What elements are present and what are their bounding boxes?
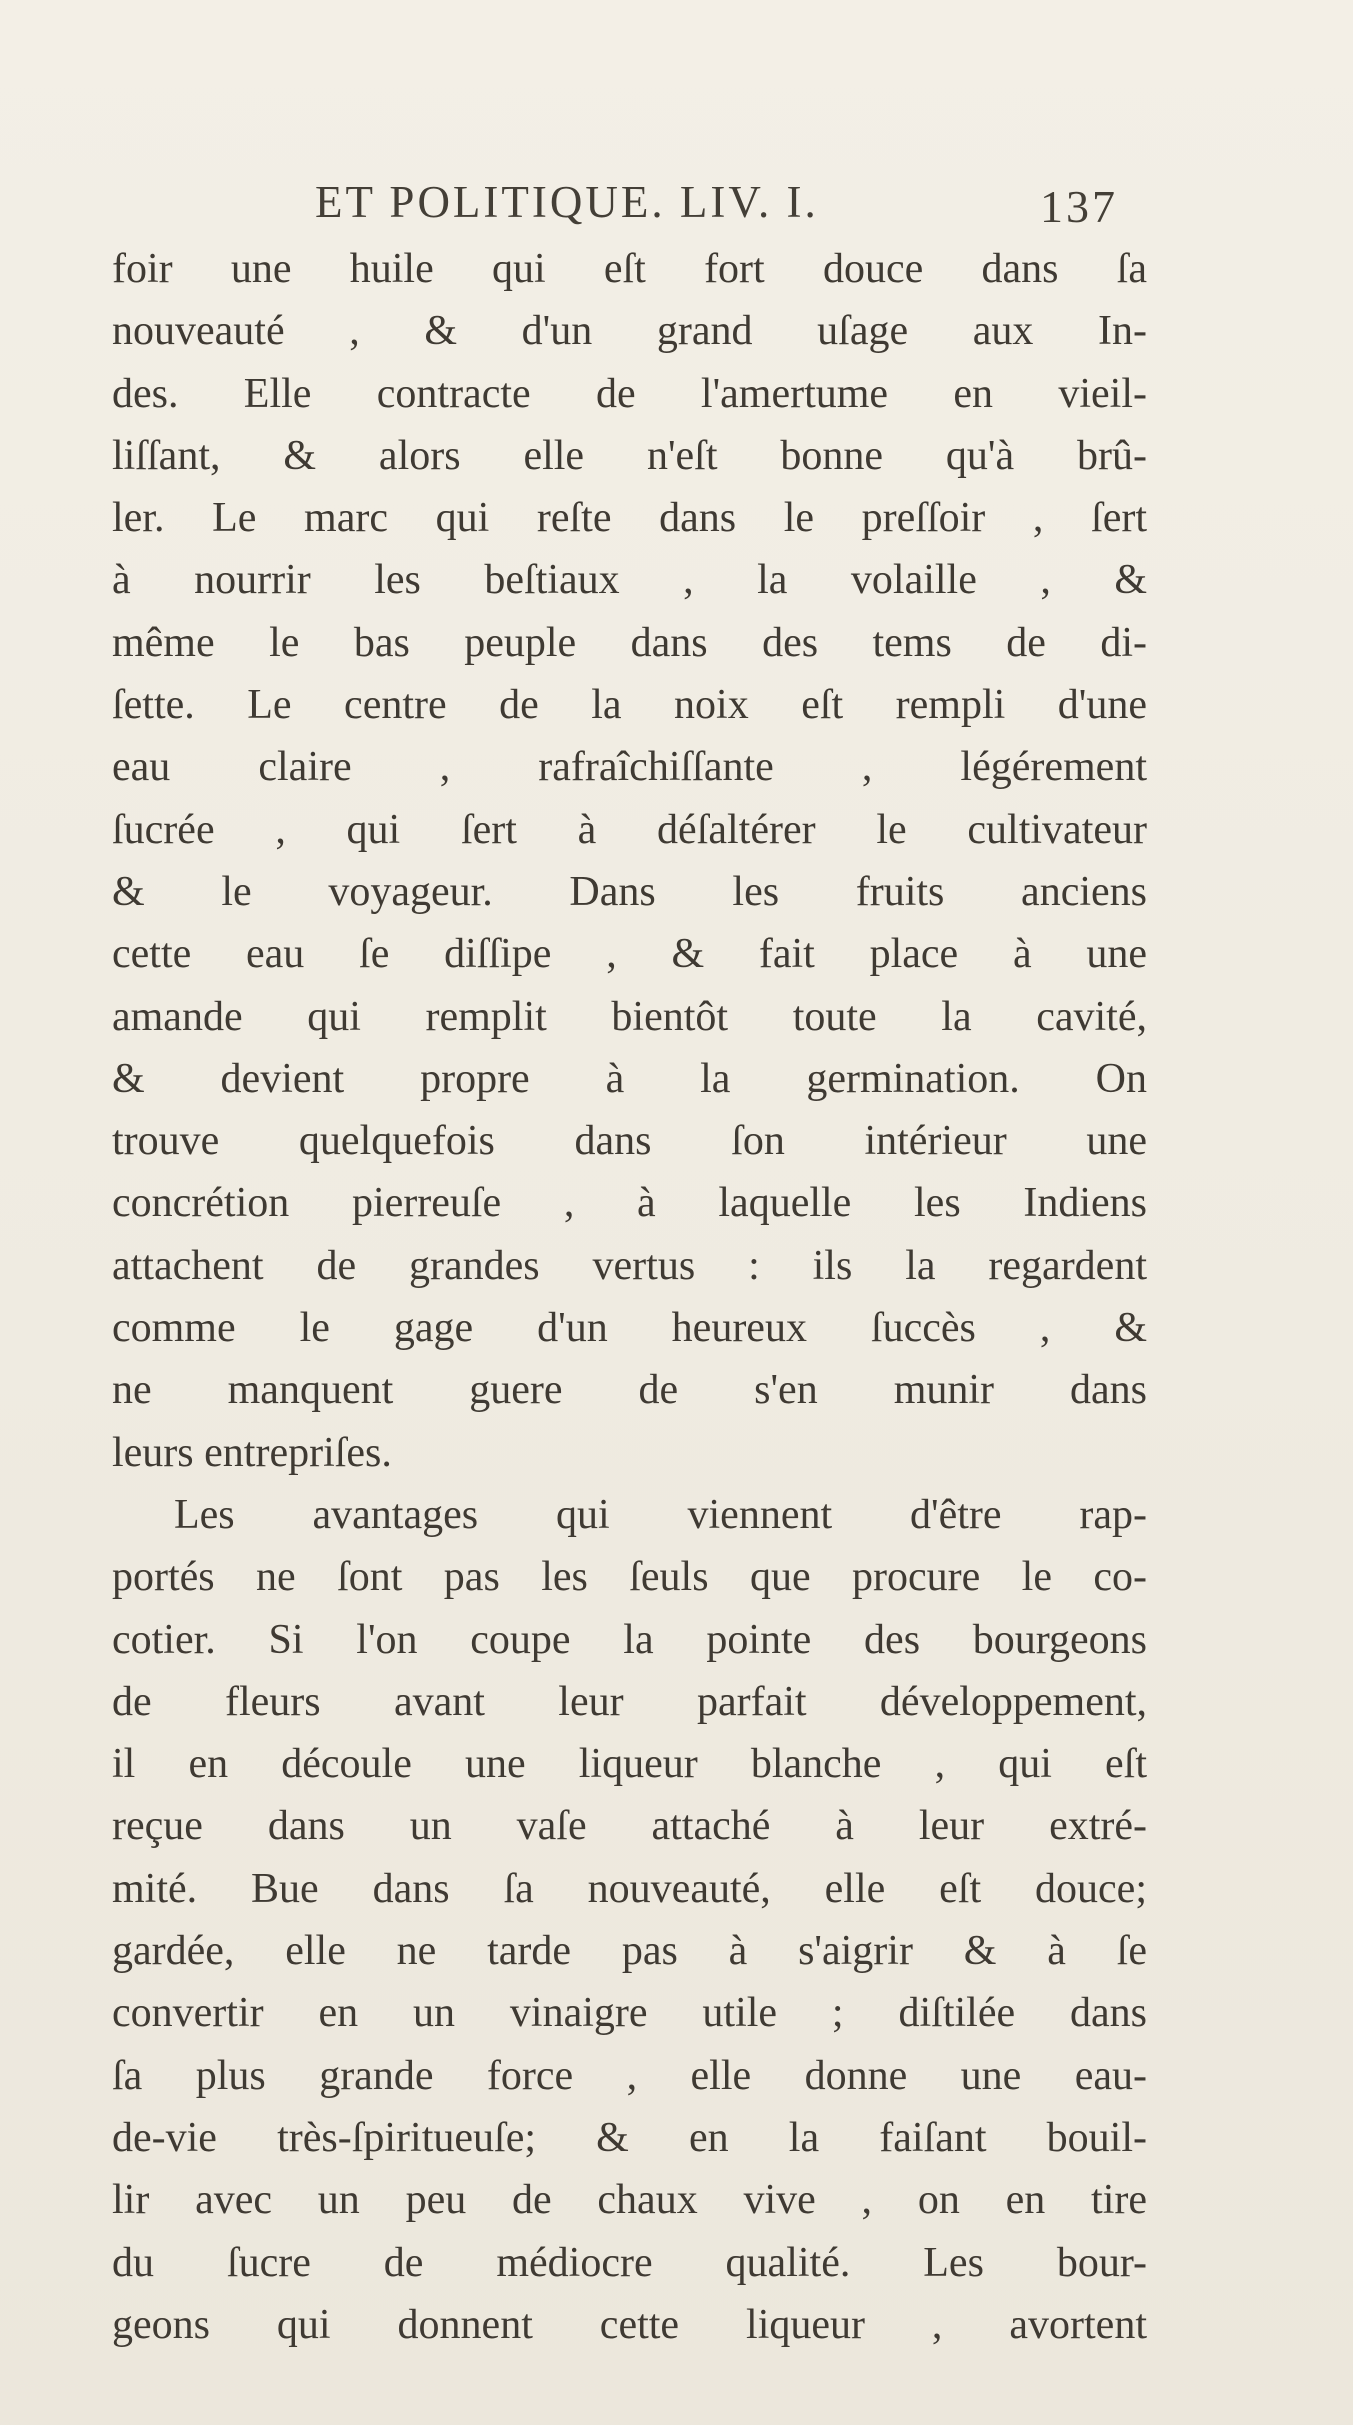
text-line: & devient propre à la germination. On bbox=[112, 1055, 1147, 1102]
text-line: convertir en un vinaigre utile ; diſtilée dans bbox=[112, 1990, 1147, 2037]
text-line: il en découle une liqueur blanche , qui eſt bbox=[112, 1741, 1147, 1788]
text-line: liſſant, & alors elle n'eſt bonne qu'à brû- bbox=[112, 432, 1147, 479]
text-line: lir avec un peu de chaux vive , on en tire bbox=[112, 2177, 1147, 2224]
text-line: gardée, elle ne tarde pas à s'aigrir & à ſe bbox=[112, 1928, 1147, 1975]
text-line: à nourrir les beſtiaux , la volaille , & bbox=[112, 557, 1147, 604]
body-text bbox=[112, 238, 1147, 2356]
text-line: reçue dans un vaſe attaché à leur extré- bbox=[112, 1803, 1147, 1850]
text-line: cotier. Si l'on coupe la pointe des bourgeons bbox=[112, 1616, 1147, 1663]
text-line: ne manquent guere de s'en munir dans bbox=[112, 1367, 1147, 1414]
text-line: geons qui donnent cette liqueur , avortent bbox=[112, 2301, 1147, 2348]
text-line: & le voyageur. Dans les fruits anciens bbox=[112, 868, 1147, 915]
text-line: nouveauté , & d'un grand uſage aux In- bbox=[112, 308, 1147, 355]
text-line: ſucrée , qui ſert à déſaltérer le cultivateur bbox=[112, 806, 1147, 853]
text-line: de-vie très-ſpiritueuſe; & en la faiſant bouil- bbox=[112, 2114, 1147, 2161]
text-line: cette eau ſe diſſipe , & fait place à une bbox=[112, 931, 1147, 978]
text-line: ſa plus grande force , elle donne une eau- bbox=[112, 2052, 1147, 2099]
text-line: eau claire , rafraîchiſſante , légérement bbox=[112, 744, 1147, 791]
running-head bbox=[300, 176, 1140, 240]
running-title: ET POLITIQUE. LIV. I. bbox=[315, 177, 819, 227]
text-line: mité. Bue dans ſa nouveauté, elle eſt douce; bbox=[112, 1865, 1147, 1912]
text-line: des. Elle contracte de l'amertume en vieil- bbox=[112, 370, 1147, 417]
text-line: même le bas peuple dans des tems de di- bbox=[112, 619, 1147, 666]
text-line: foir une huile qui eſt fort douce dans ſa bbox=[112, 246, 1147, 292]
text-line: ler. Le marc qui reſte dans le preſſoir , ſert bbox=[112, 495, 1147, 542]
text-line-paragraph-start: Les avantages qui viennent d'être rap- bbox=[174, 1491, 1147, 1538]
text-line: ſette. Le centre de la noix eſt rempli d'une bbox=[112, 682, 1147, 729]
text-line: portés ne ſont pas les ſeuls que procure le co- bbox=[112, 1554, 1147, 1601]
text-line: de fleurs avant leur parfait développement, bbox=[112, 1678, 1147, 1725]
text-line: trouve quelquefois dans ſon intérieur une bbox=[112, 1118, 1147, 1165]
text-line: du ſucre de médiocre qualité. Les bour- bbox=[112, 2239, 1147, 2286]
text-line: amande qui remplit bientôt toute la cavité, bbox=[112, 993, 1147, 1040]
text-line: comme le gage d'un heureux ſuccès , & bbox=[112, 1305, 1147, 1352]
text-line: concrétion pierreuſe , à laquelle les Indiens bbox=[112, 1180, 1147, 1227]
page-number: 137 bbox=[1040, 181, 1118, 232]
text-line: attachent de grandes vertus : ils la regardent bbox=[112, 1242, 1147, 1289]
text-line-paragraph-end: leurs entrepriſes. bbox=[112, 1429, 392, 1476]
